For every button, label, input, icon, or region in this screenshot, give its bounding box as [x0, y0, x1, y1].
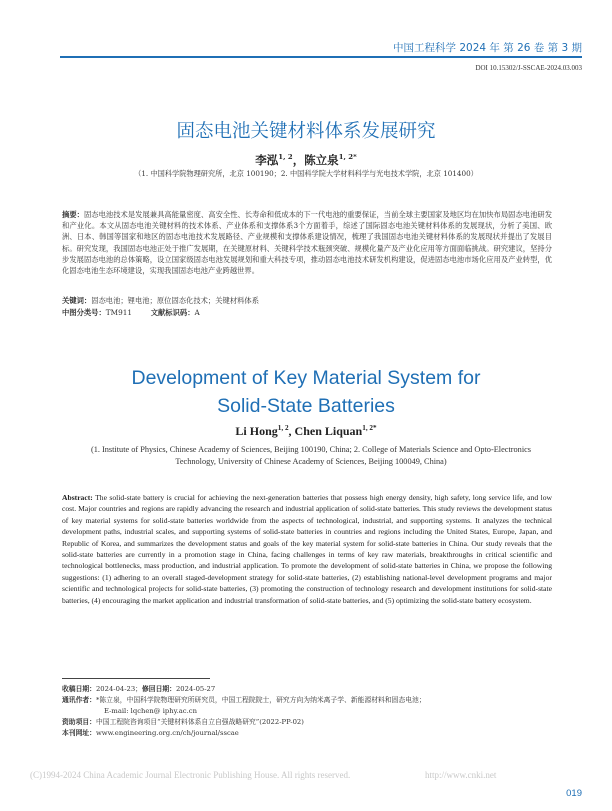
english-authors [0, 424, 612, 439]
author-2-cn-sup: 1, 2* [338, 153, 357, 162]
author-1-en: Li Hong [235, 424, 278, 438]
journal-url-label: 本刊网址： [62, 729, 96, 737]
chinese-title: 固态电池关键材料体系发展研究 [176, 121, 436, 142]
author-2-en: Chen Liquan [294, 424, 363, 438]
footnote-rule [62, 678, 210, 679]
english-title-line-1: Development of Key Material System for [131, 367, 481, 389]
english-abstract-text: The solid-state battery is crucial for achieving the next-generation batteries that possess high energy density, high safety, long service life, and low cost. Major countries and regions are rapidly advancing the research and industrial application of solid-state batteries. This study reviews the development status of key material systems for solid-state batteries worldwide from the aspects of technological, industrial, and supporting systems. It analyzes the technical development paths, industrial scales, and supporting systems of solid-state batteries in countries and regions including the United States, Europe, Japan, and Republic of Korea, and summarizes the development status and goals of the key material system for solid-state batteries in China. Our study reveals that the solid-state batteries are currently in a promotion stage in China, facing challenges in terms of key raw materials, breakthroughs in critical scientific and technological bottlenecks, mass production, and industrial application. To promote the development of solid-state batteries in China, we propose the following suggestions: (1) adhering to an overall staged-development strategy for solid-state batteries, (2) establishing national-level development programs and major scientific and technological projects for solid-state batteries, (3) promoting the construction of technology research and development institutions for solid-state batteries, (4) encouraging the market application and industrial transformation of solid-state batteries, and (5) optimizing the solid-state battery ecosystem. [62, 493, 552, 605]
chinese-keywords-text: 固态电池；锂电池；原位固态化技术；关键材料体系 [91, 296, 260, 305]
author-1-en-sup: 1, 2 [277, 424, 289, 432]
english-affiliation: (1. Institute of Physics, Chinese Academy of Sciences, Beijing 100190, China; 2. College of Materials Science and Opto-Electronics Technology, University of Chinese Academy of Sciences, Beijing 100049, China) [90, 445, 532, 466]
journal-url[interactable]: www.engineering.org.cn/ch/journal/sscae [95, 729, 239, 737]
author-2-cn: 陈立泉 [304, 153, 339, 167]
footnote-email: E-mail: lqchen@ iphy.ac.cn [104, 707, 197, 715]
header-rule [60, 56, 582, 58]
doc-code-label: 文献标识码： [150, 308, 195, 317]
chinese-abstract-label: 摘要： [62, 210, 84, 219]
copyright-watermark: (C)1994-2024 China Academic Journal Electronic Publishing House. All rights reserved. [30, 770, 351, 780]
received-date: 2024-04-23； [95, 685, 142, 693]
english-abstract [62, 492, 552, 606]
corresponding-label: 通讯作者： [62, 696, 96, 704]
english-title [0, 364, 612, 420]
author-1-cn: 李泓 [255, 153, 279, 167]
corresponding-text: *陈立泉，中国科学院物理研究所研究员，中国工程院院士，研究方向为纳米离子学、新能源材料和固态电池； [95, 696, 426, 704]
author-separator-cn: ， [292, 153, 305, 167]
revised-date: 2024-05-27 [175, 685, 216, 693]
class-label: 中图分类号： [62, 308, 106, 317]
chinese-abstract-text: 固态电池技术是发展兼具高能量密度、高安全性、长寿命和低成本的下一代电池的重要保证，当前全球主要国家及地区均在加快布局固态电池研发和产业化。本文从固态电池关键材料的技术体系、产业体系和支撑体系3个方面着手，综述了国际固态电池关键材料体系的发展现状，分析了美国、欧洲、日本、韩国等国家和地区的固态电池技术发展路径、产业规模和支撑体系建设情况，梳理了我国固态电池关键材料体系的发展现状并提出了发展目标。研究发现，我国固态电池正处于推广发展期，在关键原材料、关键科学技术瓶颈突破、规模化量产及产业化应用等方面面临挑战。研究建议，坚持分步发展固态电池的总体策略，设立国家级固态电池发展规划和重大科技专项，推动固态电池技术研发机构建设，促进固态电池市场化应用及产业转型，优化固态电池生态环境建设，实现我国固态电池产业跨越世界。 [62, 210, 553, 276]
page-number: 019 [566, 788, 582, 799]
footnote-dates [62, 684, 552, 695]
chinese-affiliation: （1. 中国科学院物理研究所，北京 100190；2. 中国科学院大学材料科学与光电技术学院，北京 101400） [134, 169, 478, 178]
doc-code-value: A [194, 308, 200, 317]
funding-label: 资助项目： [62, 718, 96, 726]
chinese-authors [0, 152, 612, 168]
watermark-url: http://www.cnki.net [425, 770, 497, 780]
author-2-en-sup: 1, 2* [362, 424, 377, 432]
class-value: TM911 [105, 308, 133, 317]
footnotes [62, 684, 552, 739]
revised-label: 修回日期： [141, 685, 176, 693]
english-title-line-2: Solid-State Batteries [217, 395, 395, 417]
received-label: 收稿日期： [62, 685, 96, 693]
footnote-funding [62, 717, 552, 728]
author-1-cn-sup: 1, 2 [278, 153, 293, 162]
doi: DOI 10.15302/J-SSCAE-2024.03.003 [475, 64, 582, 72]
english-abstract-label: Abstract: [62, 493, 93, 502]
classification-line [62, 308, 200, 318]
footnote-corresponding [62, 695, 552, 706]
chinese-keywords-label: 关键词： [62, 296, 92, 305]
chinese-keywords [62, 296, 259, 306]
footnote-url [62, 728, 552, 739]
journal-header: 中国工程科学 2024 年 第 26 卷 第 3 期 [393, 42, 582, 54]
funding-text: 中国工程院咨询项目“关键材料体系自立自强战略研究”(2022-PP-02) [95, 718, 304, 726]
author-separator-en: , [288, 424, 295, 438]
chinese-abstract [62, 209, 552, 276]
